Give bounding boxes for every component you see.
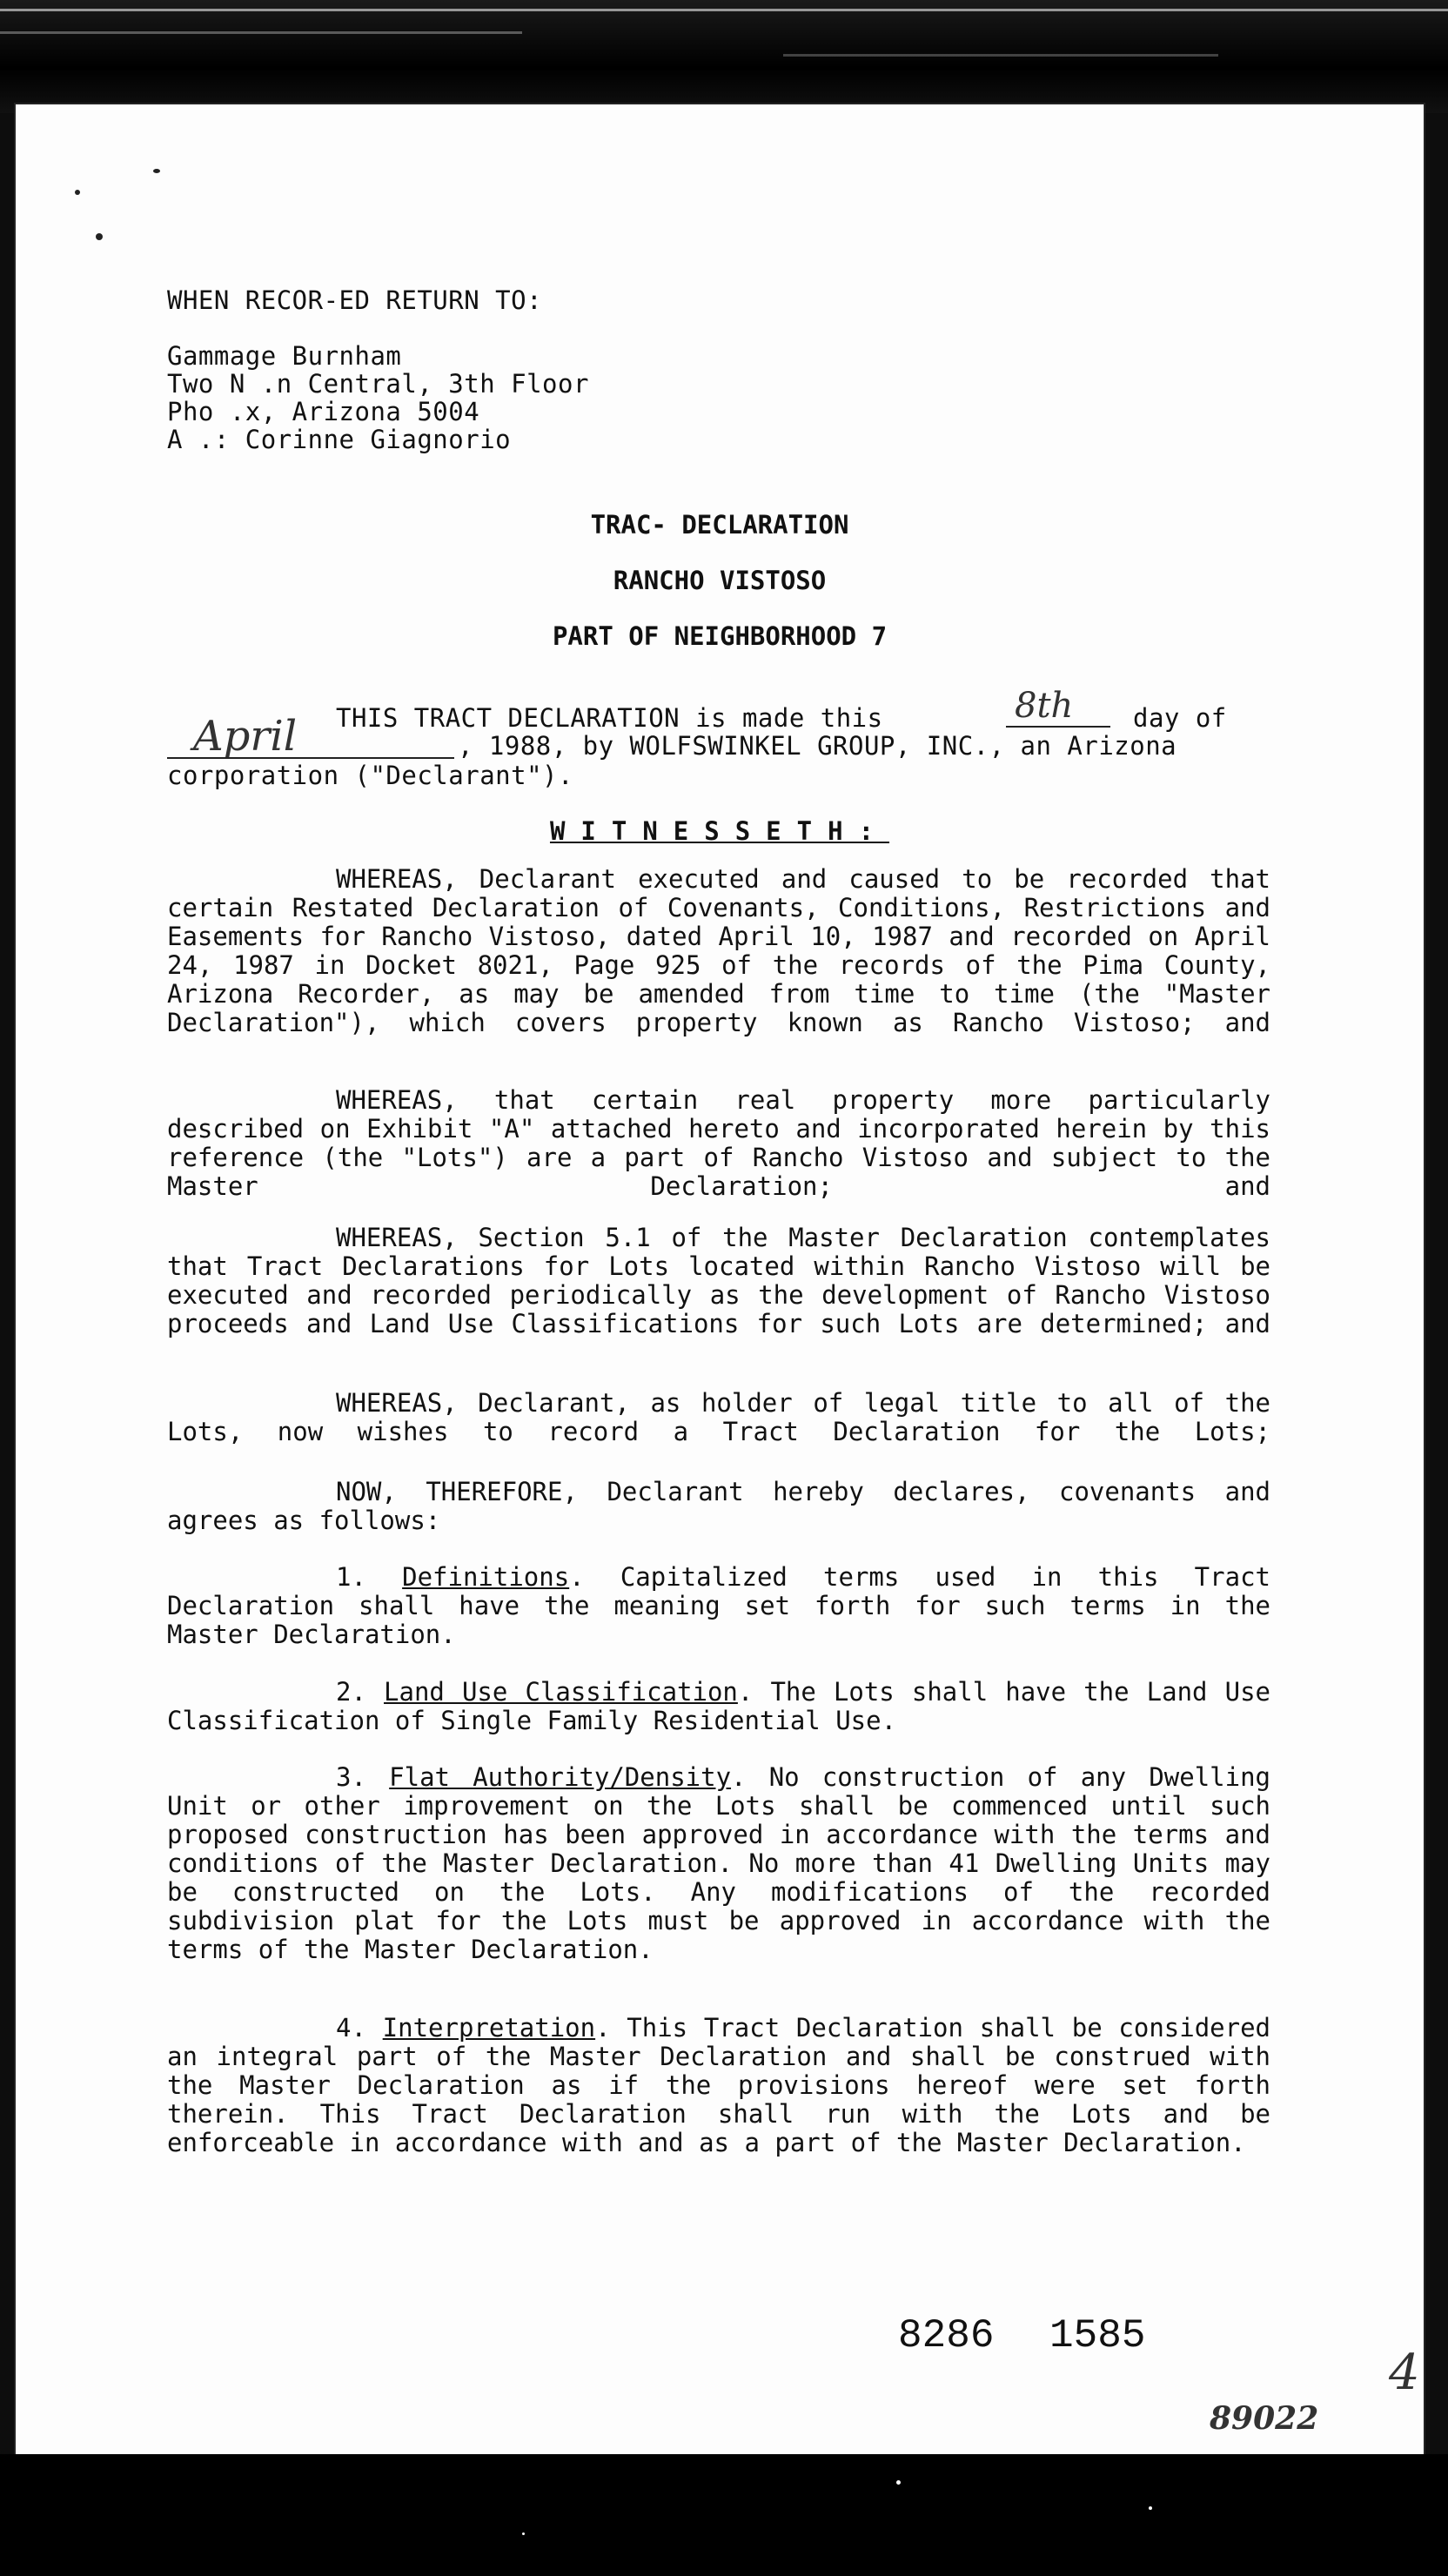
scan-speck xyxy=(153,169,160,173)
scan-speck xyxy=(75,190,80,195)
now-therefore-paragraph: NOW, THEREFORE, Declarant hereby declares, covenants and agrees as follows: xyxy=(167,1477,1270,1535)
whereas-paragraph-1: WHEREAS, Declarant executed and caused to be recorded that certain Restated Declaration of Covenants, Conditions, Restrictions and Easements for Rancho Vistoso, dated April 10, 1987 and recorded on April 24, 1987 in Docket 8021, Page 925 of the records of the Pima County, Arizona Recorder, as may be amended from time to time (the "Master Declaration"), which covers property known as Rancho Vistoso; and xyxy=(167,864,1270,1037)
section-3-number: 3. xyxy=(336,1762,366,1792)
section-2-text: . The Lots shall have the Land Use Classification of Single Family Residential Use. xyxy=(167,1677,1270,1735)
return-heading: WHEN RECOR‐ED RETURN TO: xyxy=(167,285,543,315)
return-line-1: Gammage Burnham xyxy=(167,341,402,371)
scan-bottom-border xyxy=(0,2454,1448,2576)
month-underline xyxy=(167,757,454,759)
handwritten-month: April xyxy=(193,712,298,761)
recording-docket-number: 8286 xyxy=(898,2313,995,2358)
section-3 xyxy=(167,1763,1270,1964)
section-1-text: . Capitalized terms used in this Tract Declaration shall have the meaning set forth for such terms in the Master Declaration. xyxy=(167,1562,1270,1649)
section-4 xyxy=(167,2014,1270,2157)
return-line-4: A .: Corinne Giagnorio xyxy=(167,425,512,454)
section-4-title: Interpretation xyxy=(382,2013,596,2043)
day-underline xyxy=(1006,726,1110,728)
document-page xyxy=(14,103,1425,2459)
intro-text-1: THIS TRACT DECLARATION is made this xyxy=(336,703,883,733)
scan-speck xyxy=(522,2532,525,2535)
scan-speck xyxy=(1149,2506,1152,2510)
document-subtitle: RANCHO VISTOSO xyxy=(613,566,827,595)
section-3-text: . No construction of any Dwelling Unit or other improvement on the Lots shall be commenced until such proposed construction has been approved in accordance with the terms and conditions of the Master Declaration. No more than 41 Dwelling Units may be constructed on the Lots. Any modifications of the recorded subdivision plat for the Lots must be approved in accordance with the terms of the Master Declaration. xyxy=(167,1762,1270,1964)
section-4-number: 4. xyxy=(336,2013,366,2043)
document-title: TRAC‐ DECLARATION xyxy=(590,510,849,540)
whereas-paragraph-3: WHEREAS, Section 5.1 of the Master Declaration contemplates that Tract Declarations for Lots located within Rancho Vistoso will be executed and recorded periodically as the development of Rancho Vistoso proceeds and Land Use Classifications for such Lots are determined; and xyxy=(167,1223,1270,1338)
witnesseth-heading xyxy=(14,816,1425,846)
section-4-text: . This Tract Declaration shall be considered an integral part of the Master Declaration and shall be construed with the Master Declaration as if the provisions hereof were set forth therein. This Tract Declaration shall run with the Lots and be enforceable in accordance with and as a part of the Master Declaration. xyxy=(167,2013,1271,2157)
section-1-title: Definitions xyxy=(402,1562,570,1592)
scan-streak xyxy=(0,31,522,34)
handwritten-day: 8th xyxy=(1015,686,1074,726)
intro-text-4: corporation ("Declarant"). xyxy=(167,761,573,790)
handwritten-note: 89022 xyxy=(1210,2400,1319,2437)
recording-page-number: 1585 xyxy=(1049,2313,1146,2358)
document-subtitle-2: PART OF NEIGHBORHOOD 7 xyxy=(552,621,888,651)
section-2-title: Land Use Classification xyxy=(384,1677,738,1707)
scan-speck xyxy=(896,2480,901,2485)
section-2 xyxy=(167,1678,1270,1735)
intro-text-3: , 1988, by WOLFSWINKEL GROUP, INC., an Arizona xyxy=(458,731,1177,761)
scan-streak xyxy=(783,54,1218,57)
section-3-title: Flat Authority/Density xyxy=(389,1762,732,1792)
return-line-3: Pho .x, Arizona 5004 xyxy=(167,397,480,426)
intro-text-2: day of xyxy=(1133,703,1227,733)
return-line-2: Two N .n Central, 3th Floor xyxy=(167,369,589,399)
witnesseth-text: WITNESSETH: xyxy=(549,816,890,846)
section-1 xyxy=(167,1563,1270,1649)
scan-streak xyxy=(0,9,1448,11)
section-1-number: 1. xyxy=(336,1562,366,1592)
scan-top-border xyxy=(0,0,1448,113)
whereas-paragraph-4: WHEREAS, Declarant, as holder of legal title to all of the Lots, now wishes to record a Tract Declaration for the Lots; xyxy=(167,1388,1270,1446)
scan-speck xyxy=(96,233,103,240)
section-2-number: 2. xyxy=(336,1677,366,1707)
whereas-paragraph-2: WHEREAS, that certain real property more particularly described on Exhibit "A" attached hereto and incorporated herein by this reference (the "Lots") are a part of Rancho Vistoso and subject to the Master Declaration; and xyxy=(167,1085,1270,1201)
handwritten-page-number: 4 xyxy=(1389,2345,1420,2401)
